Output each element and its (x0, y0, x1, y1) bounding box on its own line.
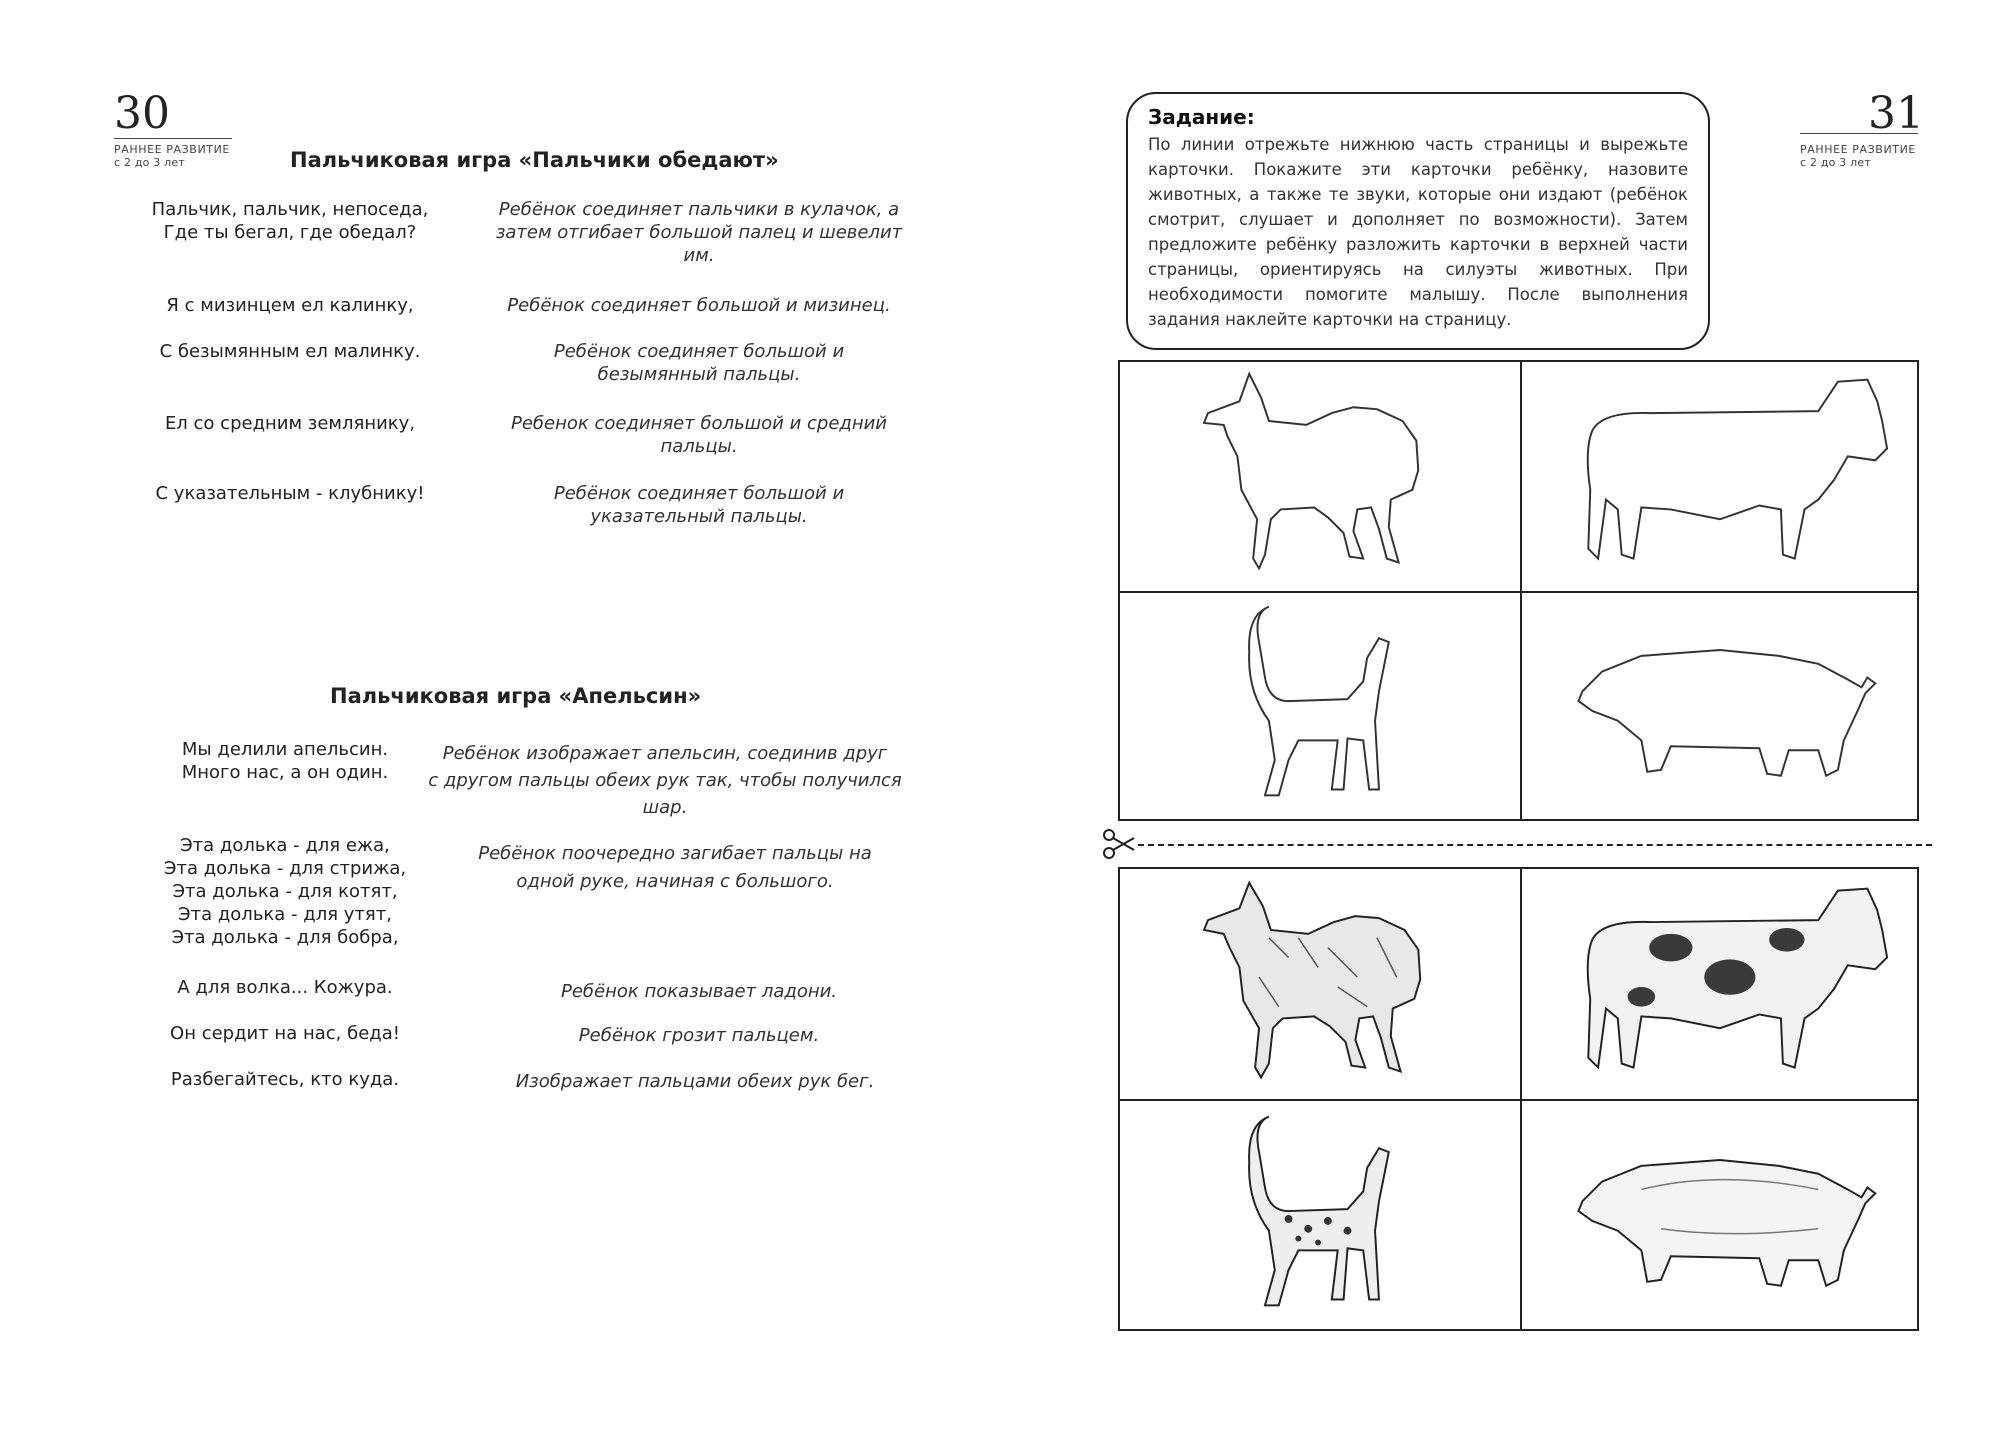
action-line: Ребёнок соединяет большой и мизинец. (507, 295, 891, 316)
silhouette-grid (1118, 360, 1919, 821)
card-cow[interactable] (1520, 867, 1919, 1101)
page-number: 31 (1868, 88, 1924, 139)
action-line: Ребёнок показывает ладони. (560, 981, 838, 1002)
page-number: 30 (114, 88, 170, 139)
series-title: РАННЕЕ РАЗВИТИЕ (1800, 143, 1916, 156)
series-title: РАННЕЕ РАЗВИТИЕ (114, 143, 230, 156)
task-box (1126, 92, 1710, 350)
card-pig[interactable] (1520, 1099, 1919, 1331)
dog-picture-icon (1120, 869, 1520, 1099)
game-title-lunch: Пальчиковая игра «Пальчики обедают» (290, 148, 779, 172)
verse-line: Разбегайтесь, кто куда. (170, 1069, 400, 1090)
series-label (114, 143, 230, 169)
dog-silhouette-icon (1120, 362, 1520, 591)
page-number-rule (1800, 133, 1918, 134)
game-title-orange: Пальчиковая игра «Апельсин» (330, 684, 702, 708)
silhouette-cell-cow (1520, 360, 1919, 593)
pig-picture-icon (1522, 1101, 1917, 1329)
cow-picture-icon (1522, 869, 1917, 1099)
verse-line: Ел со средним землянику, (164, 413, 416, 434)
action-line: Ребёнок грозит пальцем. (578, 1025, 820, 1046)
series-age: с 2 до 3 лет (114, 156, 185, 169)
verse-line: Пальчик, пальчик, непоседа, Где ты бегал, где обедал? (151, 199, 429, 243)
silhouette-cell-cat (1118, 591, 1522, 821)
action-line: Ребёнок поочередно загибает пальцы на одной руке, начиная с большого. (478, 843, 872, 892)
action-line: Ребёнок изображает апельсин, соединив друг с другом пальцы обеих рук так, чтобы получился шар. (428, 743, 902, 818)
verse-line: Я с мизинцем ел калинку, (166, 295, 414, 316)
verse-line: С безымянным ел малинку. (159, 341, 421, 362)
cut-line (1138, 844, 1932, 846)
cards-grid (1118, 867, 1919, 1331)
silhouette-cell-pig (1520, 591, 1919, 821)
series-label (1800, 143, 1916, 169)
action-line: Ребёнок соединяет пальчики в кулачок, а затем отгибает большой палец и шевелит им. (495, 199, 903, 266)
cat-picture-icon (1120, 1101, 1520, 1329)
cow-silhouette-icon (1522, 362, 1917, 591)
task-text: По линии отрежьте нижнюю часть страницы и вырежьте карточки. Покажите эти карточки ребёнку, назовите животных, а также те звуки, которые они издают (ребёнок смотрит, слушает и дополняет по возможности). Затем предложите ребёнку разложить карточки в верхней части страницы, ориентируясь на силуэты животных. При необходимости помогите малышу. После выполнения задания наклейте карточки на страницу. (1148, 135, 1688, 329)
verse-line: Эта долька - для ежа, Эта долька - для стрижа, Эта долька - для котят, Эта долька - для утят, Эта долька - для бобра, (163, 835, 407, 948)
action-line: Ребёнок соединяет большой и указательный пальцы. (553, 483, 845, 527)
page-number-rule (114, 138, 232, 139)
card-cat[interactable] (1118, 1099, 1522, 1331)
series-age: с 2 до 3 лет (1800, 156, 1871, 169)
action-line: Ребенок соединяет большой и средний пальцы. (510, 413, 888, 457)
verse-line: А для волка... Кожура. (177, 977, 393, 998)
pig-silhouette-icon (1522, 593, 1917, 819)
verse-line: Он сердит на нас, беда! (170, 1023, 400, 1044)
verse-line: С указательным - клубнику! (155, 483, 425, 504)
silhouette-cell-dog (1118, 360, 1522, 593)
verse-line: Мы делили апельсин. Много нас, а он один. (181, 739, 389, 783)
action-line: Изображает пальцами обеих рук бег. (515, 1071, 875, 1092)
cat-silhouette-icon (1120, 593, 1520, 819)
scissors-icon (1100, 826, 1136, 862)
task-title: Задание: (1148, 105, 1255, 129)
action-line: Ребёнок соединяет большой и безымянный пальцы. (553, 341, 845, 385)
card-dog[interactable] (1118, 867, 1522, 1101)
